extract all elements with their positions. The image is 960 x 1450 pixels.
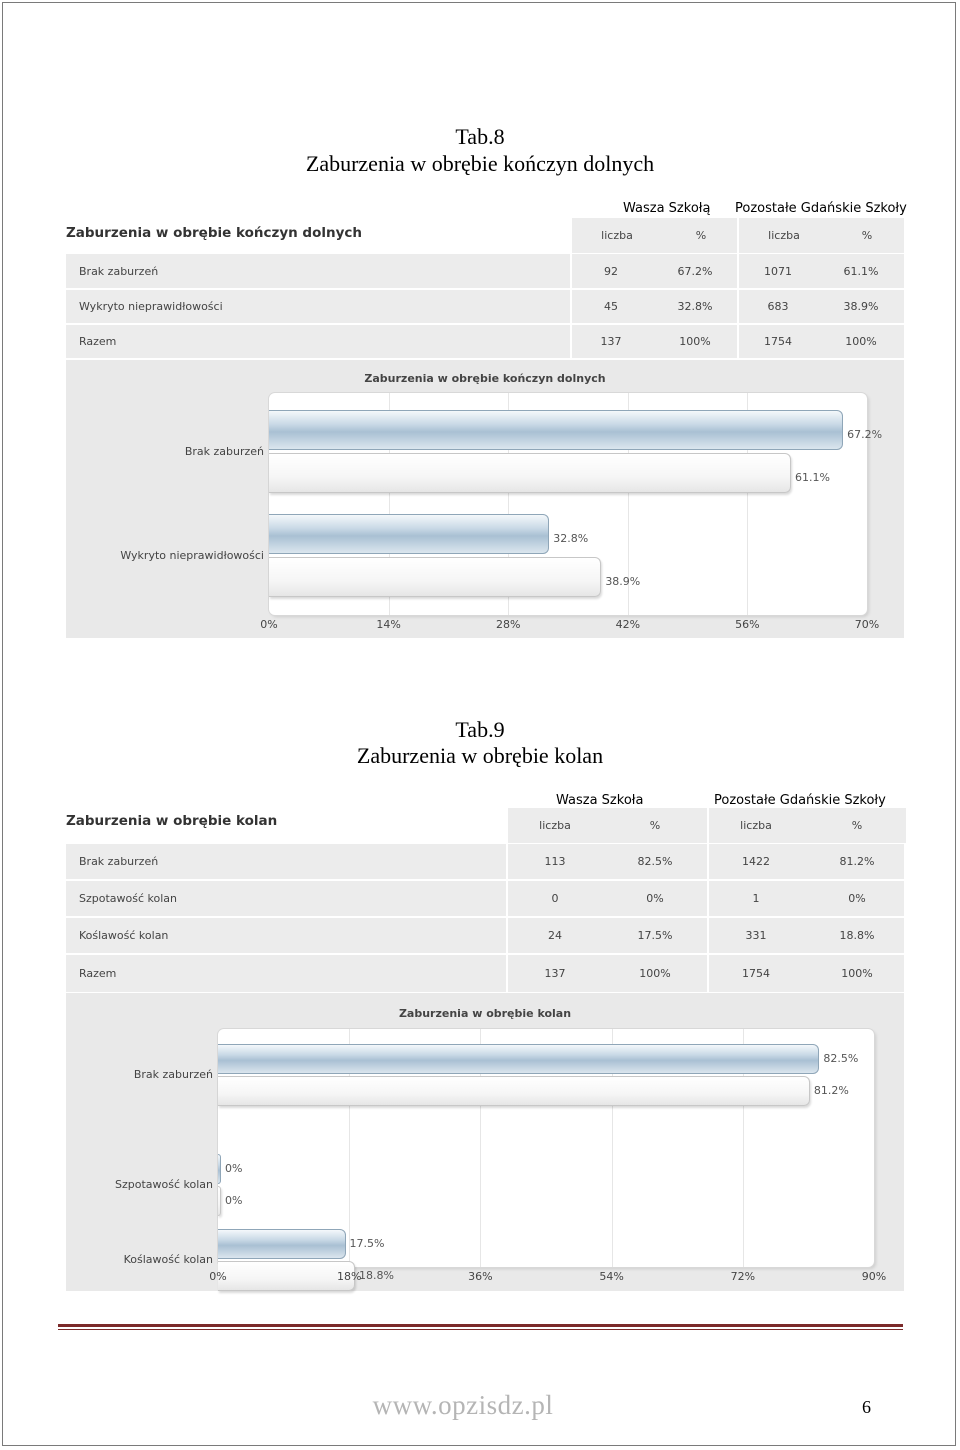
cell: 61.1%	[843, 264, 879, 278]
cell: 683	[767, 300, 789, 313]
bar-value-label: 32.8%	[553, 532, 589, 545]
tab9-col-pct-school: %	[649, 819, 661, 832]
cell: 17.5%	[637, 929, 673, 942]
plot-area	[269, 393, 867, 615]
row-label: Szpotawość kolan	[79, 892, 178, 905]
cell: 1754	[764, 335, 792, 348]
cell: 45	[604, 300, 618, 313]
cell: 0%	[848, 892, 866, 905]
footer-rule	[58, 1324, 903, 1327]
tab8-chart	[66, 360, 904, 638]
bar	[269, 410, 843, 450]
cell: 1754	[742, 967, 770, 980]
row-label: Koślawość kolan	[79, 929, 169, 942]
table-row	[66, 918, 904, 953]
x-tick-label: 0%	[209, 1270, 227, 1283]
bar-value-label: 0%	[225, 1194, 243, 1207]
cell: 38.9%	[843, 300, 879, 313]
cell: 67.2%	[677, 264, 713, 278]
row-label: Wykryto nieprawidłowości	[79, 300, 223, 313]
tab9-col-count-school: liczba	[539, 819, 571, 832]
cell: 100%	[845, 335, 877, 348]
bar	[269, 453, 791, 493]
x-tick-label: 36%	[468, 1270, 493, 1283]
tab8-heading: Zaburzenia w obrębie kończyn dolnych	[305, 151, 655, 176]
tab9-col-pct-other: %	[851, 819, 863, 832]
cell: 100%	[841, 967, 873, 980]
chart-title: Zaburzenia w obrębie kończyn dolnych	[364, 372, 606, 385]
row-label: Brak zaburzeń	[79, 264, 159, 278]
cell: 100%	[679, 335, 711, 348]
cell: 1	[752, 892, 760, 905]
x-tick-label: 28%	[495, 618, 521, 631]
tab9-col-group-other: Pozostałe Gdańskie Szkoły	[714, 793, 886, 808]
tab8-col-group-other: Pozostałe Gdańskie Szkoły	[735, 201, 907, 216]
table-row	[66, 844, 904, 879]
x-tick-label: 0%	[260, 618, 278, 631]
cell: 24	[548, 929, 562, 942]
footer-rule-thin	[58, 1329, 903, 1330]
cell: 137	[600, 335, 622, 348]
bar-value-label: 82.5%	[823, 1052, 859, 1065]
x-tick-label: 42%	[615, 618, 641, 631]
table-row	[66, 325, 904, 358]
cell: 0%	[646, 892, 664, 905]
footer-website: www.opzisdz.pl	[372, 1390, 554, 1420]
cell: 82.5%	[637, 855, 673, 868]
bar-value-label: 61.1%	[794, 471, 830, 484]
tab9-table	[66, 808, 904, 992]
bar-value-label: 38.9%	[605, 575, 641, 588]
column-divider	[506, 808, 508, 992]
tab8-col-count-school: liczba	[601, 229, 633, 242]
cell: 92	[604, 264, 618, 278]
bar-value-label: 0%	[225, 1162, 243, 1175]
x-tick-label: 14%	[376, 618, 401, 631]
category-label: Szpotawość kolan	[114, 1178, 213, 1191]
bar-value-label: 18.8%	[359, 1269, 394, 1282]
tab8-number: Tab.8	[455, 124, 505, 149]
bar	[218, 1261, 355, 1291]
category-label: Wykryto nieprawidłowości	[120, 548, 264, 562]
cell: 331	[745, 929, 767, 942]
category-label: Koślawość kolan	[123, 1253, 213, 1266]
cell: 113	[544, 855, 566, 868]
tab8-table	[66, 218, 904, 358]
cell: 32.8%	[677, 300, 713, 313]
tab9-header-row	[506, 808, 906, 843]
bar-value-label: 17.5%	[349, 1237, 385, 1250]
tab9-table-title: Zaburzenia w obrębie kolan	[66, 813, 278, 829]
table-row	[66, 955, 904, 992]
chart-title: Zaburzenia w obrębie kolan	[398, 1007, 572, 1020]
column-divider	[737, 218, 739, 358]
row-label: Brak zaburzeń	[79, 855, 159, 868]
tab9-col-count-other: liczba	[740, 819, 772, 832]
cell: 18.8%	[839, 929, 875, 942]
tab9-chart	[66, 993, 904, 1291]
page-number: 6	[862, 1397, 871, 1417]
cell: 0	[551, 892, 559, 905]
tab8-col-count-other: liczba	[768, 229, 800, 242]
table-row	[66, 254, 904, 288]
x-tick-label: 56%	[735, 618, 760, 631]
tab9-number: Tab.9	[455, 717, 505, 742]
x-tick-label: 90%	[861, 1270, 887, 1283]
category-label: Brak zaburzeń	[133, 1068, 213, 1081]
x-tick-label: 18%	[336, 1270, 362, 1283]
bar	[218, 1154, 221, 1184]
x-tick-label: 54%	[599, 1270, 624, 1283]
bar	[218, 1229, 346, 1259]
table-row	[66, 290, 904, 323]
bar-value-label: 67.2%	[847, 428, 883, 441]
tab8-col-pct-school: %	[695, 229, 707, 242]
tab8-table-title: Zaburzenia w obrębie kończyn dolnych	[66, 225, 363, 241]
row-label: Razem	[79, 335, 117, 348]
row-label: Razem	[79, 967, 117, 980]
tab8-col-group-school: Wasza Szkołą	[623, 201, 711, 216]
cell: 1071	[764, 264, 792, 278]
cell: 1422	[742, 855, 770, 868]
cell: 81.2%	[839, 855, 875, 868]
bar	[218, 1186, 221, 1216]
cell: 137	[544, 967, 566, 980]
plot-area	[218, 1029, 874, 1267]
bar	[218, 1076, 810, 1106]
bar-value-label: 81.2%	[813, 1084, 849, 1097]
x-tick-label: 72%	[730, 1270, 756, 1283]
bar	[269, 557, 601, 597]
x-tick-label: 70%	[854, 618, 880, 631]
bar	[269, 514, 549, 554]
column-divider	[707, 808, 709, 992]
table-row	[66, 881, 904, 916]
tab8-col-pct-other: %	[861, 229, 873, 242]
cell: 100%	[639, 967, 671, 980]
bar	[218, 1044, 819, 1074]
tab9-heading: Zaburzenia w obrębie kolan	[356, 743, 604, 768]
column-divider	[570, 218, 572, 358]
category-label: Brak zaburzeń	[184, 444, 264, 458]
tab9-col-group-school: Wasza Szkoła	[556, 793, 644, 808]
